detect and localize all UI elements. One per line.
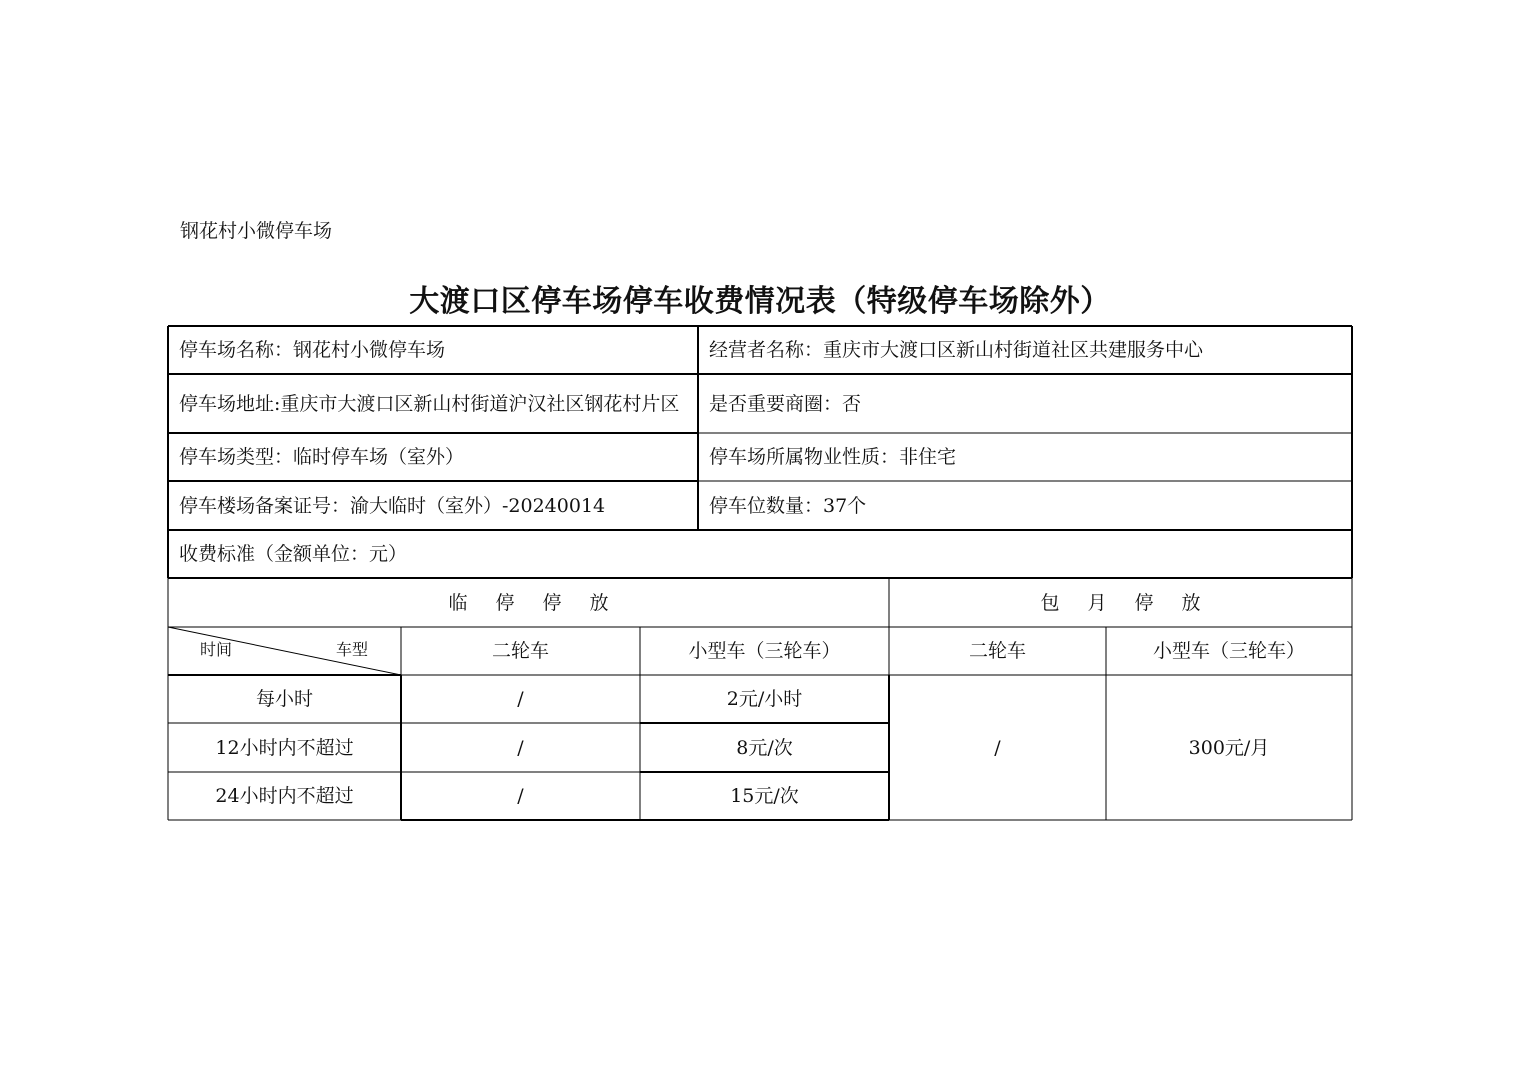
monthly-two-wheel-value: / [994, 736, 1001, 759]
record-number: 停车楼场备案证号：渝大临时（室外）-20240014 [179, 494, 606, 517]
document-label: 钢花村小微停车场 [180, 220, 333, 242]
row-24h-two-wheel: / [517, 785, 524, 807]
row-label-12h: 12小时内不超过 [215, 736, 354, 759]
business-circle: 是否重要商圈：否 [709, 392, 862, 415]
space-count: 停车位数量：37个 [709, 494, 867, 517]
monthly-small-car-value: 300元/月 [1188, 736, 1270, 759]
parking-address: 停车场地址:重庆市大渡口区新山村街道沪汉社区钢花村片区 [179, 392, 680, 415]
row-hourly-two-wheel: / [517, 688, 524, 710]
diagonal-type-label: 车型 [336, 640, 369, 659]
row-hourly-small-car: 2元/小时 [726, 688, 803, 710]
operator-name: 经营者名称：重庆市大渡口区新山村街道社区共建服务中心 [709, 339, 1204, 361]
document-title: 大渡口区停车场停车收费情况表（特级停车场除外） [409, 284, 1111, 319]
col-small-car: 小型车（三轮车） [688, 640, 841, 662]
row-12h-small-car: 8元/次 [736, 736, 793, 759]
row-24h-small-car: 15元/次 [730, 785, 799, 807]
col-monthly-two-wheel: 二轮车 [968, 640, 1026, 662]
monthly-parking-header: 包月停放 [1040, 591, 1229, 614]
diagonal-time-label: 时间 [200, 640, 233, 659]
col-two-wheel: 二轮车 [491, 640, 549, 662]
parking-type: 停车场类型：临时停车场（室外） [179, 446, 465, 468]
parking-name: 停车场名称：钢花村小微停车场 [179, 339, 446, 361]
property-nature: 停车场所属物业性质：非住宅 [709, 446, 957, 468]
temporary-parking-header: 临停停放 [448, 591, 637, 614]
fee-standard-label: 收费标准（金额单位：元） [179, 543, 408, 565]
row-12h-two-wheel: / [517, 736, 524, 759]
col-monthly-small-car: 小型车（三轮车） [1152, 640, 1305, 662]
row-label-24h: 24小时内不超过 [215, 785, 354, 807]
row-label-hourly: 每小时 [255, 688, 313, 710]
